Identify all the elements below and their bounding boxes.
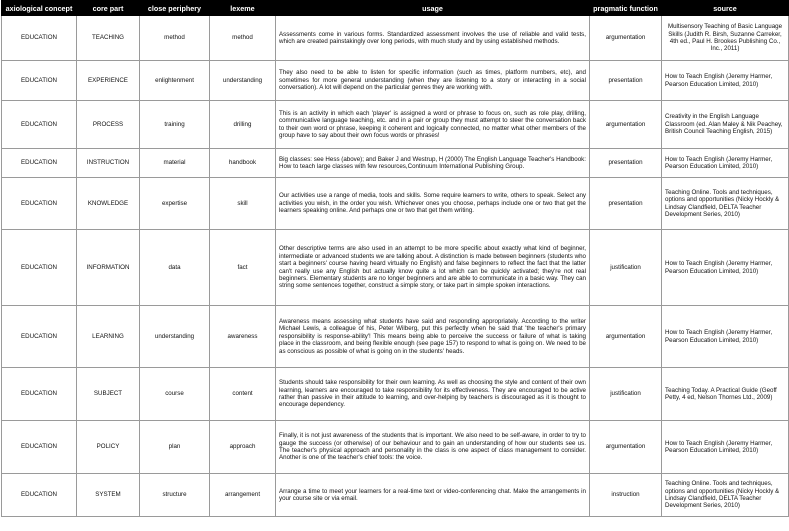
cell-periphery: plan	[140, 421, 210, 474]
usage-text: Arrange a time to meet your learners for a real-time text or video-conferencing chat. Make the arrangements in your course site or via email.	[279, 487, 586, 502]
header-row	[2, 1, 789, 16]
cell-periphery: expertise	[140, 178, 210, 230]
cell-lexeme: content	[210, 368, 276, 421]
cell-concept: EDUCATION	[2, 16, 77, 61]
cell-concept: EDUCATION	[2, 178, 77, 230]
cell-lexeme: approach	[210, 421, 276, 474]
cell-core-part: KNOWLEDGE	[77, 178, 140, 230]
cell-lexeme: method	[210, 16, 276, 61]
cell-concept: EDUCATION	[2, 421, 77, 474]
table-row	[2, 474, 789, 517]
table-row	[2, 230, 789, 306]
cell-source: Teaching Today. A Practical Guide (Geoff Petty, 4 ed, Nelson Thornes Ltd., 2009)	[662, 368, 789, 421]
cell-function: presentation	[590, 178, 662, 230]
lexeme-table	[1, 0, 789, 517]
cell-source: How to Teach English (Jeremy Harmer, Pearson Education Limited, 2010)	[662, 230, 789, 306]
table-row	[2, 16, 789, 61]
cell-lexeme: arrangement	[210, 474, 276, 517]
cell-periphery: understanding	[140, 306, 210, 368]
cell-function: argumentation	[590, 421, 662, 474]
table-row	[2, 61, 789, 101]
cell-core-part: INSTRUCTION	[77, 149, 140, 178]
cell-lexeme: handbook	[210, 149, 276, 178]
table-row	[2, 368, 789, 421]
cell-function: instruction	[590, 474, 662, 517]
cell-source: How to Teach English (Jeremy Harmer, Pearson Education Limited, 2010)	[662, 149, 789, 178]
header-usage: usage	[276, 1, 590, 16]
table-row	[2, 421, 789, 474]
cell-lexeme: drilling	[210, 101, 276, 149]
cell-source: Multisensory Teaching of Basic Language Skills (Judith R. Birsh, Suzanne Carreker, 4th ed., Paul H. Brookes Publishing Co., Inc., 2011)	[662, 16, 789, 61]
table-row	[2, 101, 789, 149]
cell-function: argumentation	[590, 16, 662, 61]
cell-usage	[276, 474, 590, 517]
cell-source: How to Teach English (Jeremy Harmer, Pearson Education Limited, 2010)	[662, 61, 789, 101]
cell-usage	[276, 16, 590, 61]
cell-usage	[276, 230, 590, 306]
cell-lexeme: skill	[210, 178, 276, 230]
cell-usage	[276, 149, 590, 178]
cell-function: presentation	[590, 149, 662, 178]
cell-concept: EDUCATION	[2, 101, 77, 149]
cell-concept: EDUCATION	[2, 149, 77, 178]
cell-periphery: training	[140, 101, 210, 149]
usage-text: Big classes: see Hess (above); and Baker J and Westrup, H (2000) The English Language Teacher's Handbook: How to teach large classes with few resources,Continuum International Publishing Group.	[279, 155, 586, 170]
cell-function: argumentation	[590, 101, 662, 149]
cell-function: justification	[590, 368, 662, 421]
cell-periphery: structure	[140, 474, 210, 517]
cell-core-part: EXPERIENCE	[77, 61, 140, 101]
header-axiological-concept: axiological concept	[2, 1, 77, 16]
cell-function: argumentation	[590, 306, 662, 368]
cell-function: presentation	[590, 61, 662, 101]
cell-function: justification	[590, 230, 662, 306]
cell-usage	[276, 306, 590, 368]
cell-lexeme: fact	[210, 230, 276, 306]
cell-source: Teaching Online. Tools and techniques, options and opportunities (Nicky Hockly & Lindsay Clandfield, DELTA Teacher Development Series, 2010)	[662, 474, 789, 517]
cell-lexeme: understanding	[210, 61, 276, 101]
usage-text: Assessments come in various forms. Standardized assessment involves the use of reliable and valid tests, which are created painstakingly over long periods, with much study and by using established methods.	[279, 30, 586, 45]
cell-periphery: method	[140, 16, 210, 61]
cell-source: How to Teach English (Jeremy Harmer, Pearson Education Limited, 2010)	[662, 306, 789, 368]
usage-text: Other descriptive terms are also used in an attempt to be more specific about exactly what kind of beginner, intermediate or advanced students we are talking about. A distinction is made between beginners (students who start a beginners' course having heard virtually no English) and false beginners to reflect the fact that the latter can't really use any English but actually know quite a lot which can be quickly activated; they're not real beginners. Elementary students are no longer beginners and are able to communicate in a basic way. They can string some sentences together, construct a simple story, or take part in simple spoken interactions.	[279, 245, 586, 290]
cell-usage	[276, 368, 590, 421]
header-core-part: core part	[77, 1, 140, 16]
cell-periphery: data	[140, 230, 210, 306]
cell-periphery: course	[140, 368, 210, 421]
usage-text: Our activities use a range of media, tools and skills. Some require learners to write, others to speak. Select any activities you wish, in the order you wish. Whichever ones you choose, perhaps include one or two that get the learners speaking online. And perhaps one or two that get them writing.	[279, 192, 586, 215]
cell-core-part: TEACHING	[77, 16, 140, 61]
usage-text: Awareness means assessing what students have said and responding appropriately. According to the writer Michael Lewis, a colleague of his, Peter Wilberg, put this perfectly when he said that 'the teacher's primary responsibility is response-ability'! This means being able to perceive the success or failure of what is taking place in the classroom, and being flexible enough (see page 157) to respond to what is going on. We need to be as conscious as possible of what is going on in the students' heads.	[279, 317, 586, 355]
usage-text: This is an activity in which each 'player' is assigned a word or phrase to focus on, such as role play, drilling, communicative language teaching, etc. and in a pair or group they must attempt to steer the conversation back to their own word or phrase, keeping it coherent and logically connected, no matter what other members of the group have to say about their own focus words or phrases!	[279, 109, 586, 139]
cell-source: Creativity in the English Language Classroom (ed. Alan Maley & Nik Peachey, British Council Teaching English, 2015)	[662, 101, 789, 149]
header-pragmatic-function: pragmatic function	[590, 1, 662, 16]
header-lexeme: lexeme	[210, 1, 276, 16]
cell-core-part: POLICY	[77, 421, 140, 474]
cell-concept: EDUCATION	[2, 474, 77, 517]
cell-usage	[276, 101, 590, 149]
usage-text: Students should take responsibility for their own learning. As well as choosing the style and content of their own learning, learners are encouraged to take responsibility for its effectiveness. They are encouraged to be active rather than passive in their attitude to learning, and over-helping by teachers is discouraged as it is thought to encourage dependency.	[279, 379, 586, 409]
cell-concept: EDUCATION	[2, 61, 77, 101]
cell-periphery: enlightenment	[140, 61, 210, 101]
usage-text: They also need to be able to listen for specific information (such as times, platform numbers, etc), and sometimes for more general understanding (when they are listening to a story or interacting in a social conversation). A lot will depend on the particular genres they are working with.	[279, 69, 586, 92]
cell-concept: EDUCATION	[2, 230, 77, 306]
table-row	[2, 178, 789, 230]
cell-core-part: PROCESS	[77, 101, 140, 149]
usage-text: Finally, it is not just awareness of the students that is important. We also need to be self-aware, in order to try to gauge the success (or otherwise) of our behaviour and to gain an understanding of how our students see us. The teacher's physical approach and personality in the class is one aspect of class management to consider. Another is one of the teacher's chief tools: the voice.	[279, 432, 586, 462]
cell-usage	[276, 421, 590, 474]
cell-core-part: SUBJECT	[77, 368, 140, 421]
cell-lexeme: awareness	[210, 306, 276, 368]
cell-core-part: SYSTEM	[77, 474, 140, 517]
cell-concept: EDUCATION	[2, 306, 77, 368]
header-source: source	[662, 1, 789, 16]
cell-usage	[276, 61, 590, 101]
cell-source: Teaching Online. Tools and techniques, options and opportunities (Nicky Hockly & Lindsay Clandfield, DELTA Teacher Development Series, 2010)	[662, 178, 789, 230]
cell-source: How to Teach English (Jeremy Harmer, Pearson Education Limited, 2010)	[662, 421, 789, 474]
table-row	[2, 306, 789, 368]
cell-periphery: material	[140, 149, 210, 178]
cell-core-part: LEARNING	[77, 306, 140, 368]
cell-core-part: INFORMATION	[77, 230, 140, 306]
table-row	[2, 149, 789, 178]
cell-concept: EDUCATION	[2, 368, 77, 421]
header-close-periphery: close periphery	[140, 1, 210, 16]
cell-usage	[276, 178, 590, 230]
